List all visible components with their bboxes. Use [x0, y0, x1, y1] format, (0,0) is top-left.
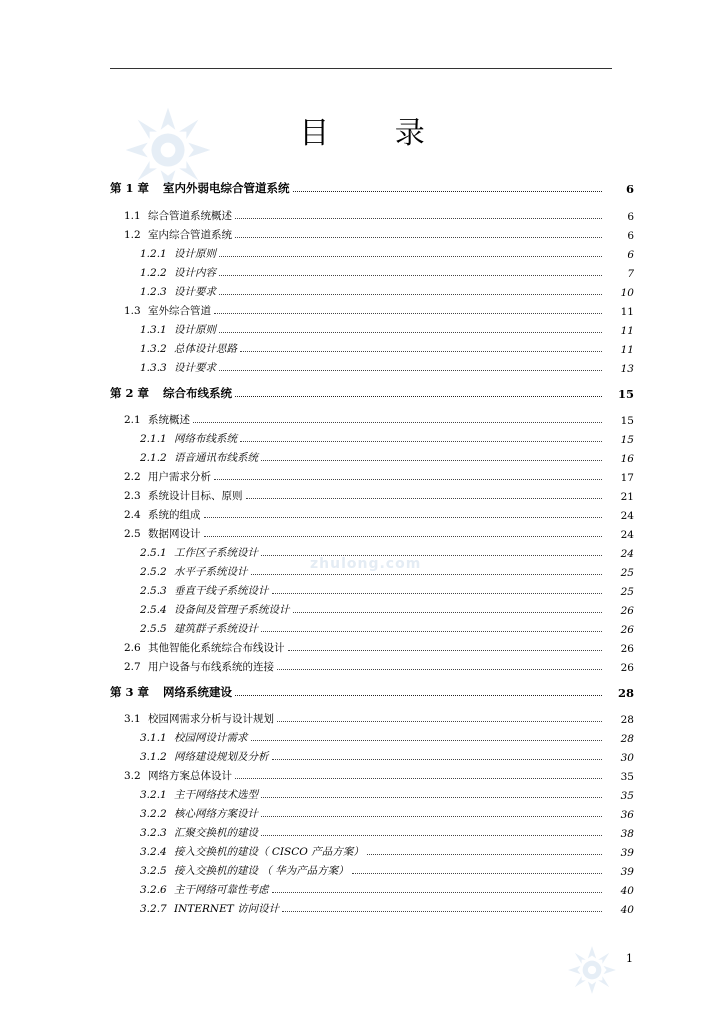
toc-entry-page: 24	[620, 510, 634, 522]
toc-entry-title: 室外综合管道	[148, 305, 211, 317]
toc-entry-title: 综合管道系统概述	[148, 210, 232, 222]
watermark-text: zhulong.com	[310, 556, 422, 572]
toc-entry-number: 2.5.5	[140, 623, 167, 635]
toc-leader-dots	[235, 695, 602, 696]
toc-entry-number: 2.5.2	[140, 566, 167, 578]
toc-entry-title: 校园网需求分析与设计规划	[148, 713, 274, 725]
toc-entry-number: 第 2 章	[110, 386, 150, 400]
toc-entry-number: 3.2.2	[140, 808, 167, 820]
toc-leader-dots	[261, 555, 602, 556]
toc-entry-page: 15	[620, 415, 634, 427]
toc-entry-number: 3.2.1	[140, 789, 167, 801]
toc-entry-title: 其他智能化系统综合布线设计	[148, 642, 285, 654]
toc-leader-dots	[293, 191, 602, 192]
toc-entry-number: 2.1	[124, 414, 141, 426]
toc-leader-dots	[261, 460, 602, 461]
toc-leader-dots	[235, 237, 602, 238]
toc-entry-title: 总体设计思路	[174, 343, 237, 355]
toc-entry[interactable]	[124, 468, 634, 484]
toc-entry-number: 2.3	[124, 490, 141, 502]
toc-leader-dots	[240, 441, 602, 442]
toc-entry-number: 1.2.3	[140, 286, 167, 298]
toc-entry-title: 网络方案总体设计	[148, 770, 232, 782]
toc-entry-page: 11	[620, 306, 634, 318]
toc-leader-dots	[219, 256, 602, 257]
toc-entry[interactable]	[140, 430, 634, 446]
toc-entry-page: 6	[627, 230, 634, 242]
toc-entry[interactable]	[140, 862, 634, 878]
toc-entry-number: 1.3.2	[140, 343, 167, 355]
toc-leader-dots	[277, 669, 602, 670]
toc-leader-dots	[204, 517, 603, 518]
toc-entry-page: 35	[620, 790, 634, 802]
toc-entry-title: 系统的组成	[148, 509, 201, 521]
toc-entry-number: 1.3	[124, 305, 141, 317]
page-title: 目 录	[299, 116, 453, 151]
toc-entry-number: 3.2.3	[140, 827, 167, 839]
toc-entry[interactable]	[140, 449, 634, 465]
toc-entry-title: INTERNET 访问设计	[174, 903, 280, 915]
toc-entry-page: 6	[627, 211, 634, 223]
toc-entry-number: 1.1	[124, 210, 141, 222]
toc-leader-dots	[261, 797, 602, 798]
toc-entry-title: 水平子系统设计	[174, 566, 248, 578]
toc-entry-page: 26	[620, 605, 634, 617]
toc-entry[interactable]	[124, 767, 634, 783]
toc-entry-page: 40	[620, 904, 634, 916]
toc-entry-page: 28	[620, 733, 634, 745]
toc-entry[interactable]	[124, 658, 634, 674]
toc-entry-title: 用户设备与布线系统的连接	[148, 661, 274, 673]
toc-entry[interactable]	[124, 411, 634, 427]
toc-entry-page: 38	[620, 828, 634, 840]
toc-entry-page: 13	[620, 363, 634, 375]
toc-entry-number: 3.2	[124, 770, 141, 782]
toc-entry[interactable]	[140, 340, 634, 356]
toc-chapter-entry[interactable]	[110, 385, 634, 401]
toc-entry-page: 7	[627, 268, 634, 280]
toc-leader-dots	[261, 631, 602, 632]
toc-entry-number: 2.2	[124, 471, 141, 483]
toc-leader-dots	[193, 422, 602, 423]
toc-entry-title: 网络布线系统	[174, 433, 237, 445]
toc-leader-dots	[251, 574, 603, 575]
toc-entry-number: 3.2.4	[140, 846, 167, 858]
toc-leader-dots	[277, 721, 602, 722]
toc-entry-page: 6	[625, 182, 634, 196]
toc-entry[interactable]	[124, 710, 634, 726]
toc-entry-number: 2.1.1	[140, 433, 167, 445]
toc-leader-dots	[261, 816, 602, 817]
toc-leader-dots	[261, 835, 602, 836]
toc-entry-number: 3.1	[124, 713, 141, 725]
toc-entry-page: 40	[620, 885, 634, 897]
toc-leader-dots	[367, 854, 602, 855]
toc-entry[interactable]	[124, 226, 634, 242]
toc-entry[interactable]	[140, 900, 634, 916]
toc-entry-number: 1.2	[124, 229, 141, 241]
toc-entry[interactable]	[140, 563, 634, 579]
toc-entry-page: 35	[620, 771, 634, 783]
toc-entry-title: 核心网络方案设计	[174, 808, 258, 820]
toc-entry-page: 25	[620, 567, 634, 579]
toc-entry-page: 11	[620, 344, 634, 356]
toc-entry-number: 1.3.3	[140, 362, 167, 374]
toc-entry[interactable]	[140, 824, 634, 840]
toc-entry-title: 设计原则	[174, 248, 216, 260]
toc-entry-title: 室内综合管道系统	[148, 229, 232, 241]
toc-entry-page: 36	[620, 809, 634, 821]
toc-entry-page: 26	[620, 624, 634, 636]
toc-entry-title: 网络系统建设	[163, 685, 233, 699]
toc-entry[interactable]	[124, 302, 634, 318]
toc-entry-page: 25	[620, 586, 634, 598]
toc-entry-number: 3.2.7	[140, 903, 167, 915]
toc-entry-number: 3.2.6	[140, 884, 167, 896]
toc-leader-dots	[219, 332, 602, 333]
toc-entry[interactable]	[140, 264, 634, 280]
toc-entry[interactable]	[140, 881, 634, 897]
toc-leader-dots	[235, 778, 602, 779]
toc-leader-dots	[214, 479, 602, 480]
toc-entry-page: 30	[620, 752, 634, 764]
toc-entry[interactable]	[124, 525, 634, 541]
toc-entry-number: 1.3.1	[140, 324, 167, 336]
toc-entry[interactable]	[124, 487, 634, 503]
toc-leader-dots	[272, 593, 603, 594]
toc-leader-dots	[219, 275, 602, 276]
toc-entry-title: 主干网络技术选型	[174, 789, 258, 801]
toc-entry-number: 2.5	[124, 528, 141, 540]
toc-entry-page: 28	[620, 714, 634, 726]
toc-leader-dots	[352, 873, 602, 874]
toc-leader-dots	[288, 650, 603, 651]
toc-entry[interactable]	[124, 506, 634, 522]
toc-entry-title: 汇聚交换机的建设	[174, 827, 258, 839]
toc-entry-title: 设计内容	[174, 267, 216, 279]
toc-leader-dots	[204, 536, 603, 537]
toc-entry[interactable]	[140, 359, 634, 375]
toc-entry-title: 用户需求分析	[148, 471, 211, 483]
toc-leader-dots	[235, 396, 602, 397]
toc-entry[interactable]	[140, 245, 634, 261]
toc-entry-title: 设计原则	[174, 324, 216, 336]
toc-entry-page: 15	[617, 387, 634, 401]
toc-leader-dots	[251, 740, 603, 741]
toc-entry[interactable]	[140, 748, 634, 764]
toc-entry-number: 2.5.1	[140, 547, 167, 559]
toc-entry-page: 10	[620, 287, 634, 299]
toc-entry-title: 数据网设计	[148, 528, 201, 540]
toc-entry[interactable]	[124, 639, 634, 655]
toc-entry-number: 3.2.5	[140, 865, 167, 877]
toc-entry-number: 2.5.3	[140, 585, 167, 597]
toc-entry-title: 综合布线系统	[163, 386, 233, 400]
toc-entry-number: 第 3 章	[110, 685, 150, 699]
toc-entry-page: 24	[620, 548, 634, 560]
toc-entry[interactable]	[140, 805, 634, 821]
toc-entry-number: 2.4	[124, 509, 141, 521]
toc-entry[interactable]	[140, 321, 634, 337]
toc-entry[interactable]	[140, 544, 634, 560]
toc-entry[interactable]	[140, 620, 634, 636]
toc-entry-page: 15	[620, 434, 634, 446]
toc-entry-title: 校园网设计需求	[174, 732, 248, 744]
toc-entry-title: 接入交换机的建设 （ 华为产品方案）	[174, 865, 349, 877]
toc-entry[interactable]	[140, 843, 634, 859]
toc-entry[interactable]	[124, 207, 634, 223]
toc-entry-title: 主干网络可靠性考虑	[174, 884, 269, 896]
toc-entry-title: 工作区子系统设计	[174, 547, 258, 559]
toc-entry-title: 设计要求	[174, 362, 216, 374]
toc-chapter-entry[interactable]	[110, 180, 634, 196]
toc-entry-page: 11	[620, 325, 634, 337]
toc-entry-title: 语音通讯布线系统	[174, 452, 258, 464]
toc-entry-number: 第 1 章	[110, 181, 150, 195]
toc-entry-number: 2.5.4	[140, 604, 167, 616]
toc-leader-dots	[240, 351, 602, 352]
toc-entry-number: 2.7	[124, 661, 141, 673]
toc-leader-dots	[235, 218, 602, 219]
toc-entry-title: 垂直干线子系统设计	[174, 585, 269, 597]
toc-entry-title: 网络建设规划及分析	[174, 751, 269, 763]
toc-entry[interactable]	[140, 283, 634, 299]
toc-entry-page: 17	[620, 472, 634, 484]
toc-entry-page: 21	[620, 491, 634, 503]
toc-leader-dots	[272, 759, 603, 760]
toc-entry-number: 2.6	[124, 642, 141, 654]
page-number: 1	[626, 952, 633, 965]
toc-entry-title: 系统概述	[148, 414, 190, 426]
toc-entry-page: 16	[620, 453, 634, 465]
toc-entry-number: 2.1.2	[140, 452, 167, 464]
toc-leader-dots	[219, 370, 602, 371]
toc-entry-page: 26	[620, 662, 634, 674]
toc-entry-title: 接入交换机的建设（ CISCO 产品方案）	[174, 846, 364, 858]
toc-entry-page: 39	[620, 866, 634, 878]
toc-leader-dots	[214, 313, 602, 314]
toc-leader-dots	[219, 294, 602, 295]
toc-entry-page: 26	[620, 643, 634, 655]
toc-entry[interactable]	[140, 786, 634, 802]
toc-entry-title: 建筑群子系统设计	[174, 623, 258, 635]
toc-entry-number: 3.1.1	[140, 732, 167, 744]
toc-entry[interactable]	[140, 582, 634, 598]
toc-entry-title: 设备间及管理子系统设计	[174, 604, 290, 616]
toc-entry-page: 28	[617, 686, 634, 700]
toc-entry-title: 室内外弱电综合管道系统	[163, 181, 290, 195]
toc-leader-dots	[246, 498, 603, 499]
toc-entry-page: 39	[620, 847, 634, 859]
toc-entry[interactable]	[140, 601, 634, 617]
toc-entry-title: 设计要求	[174, 286, 216, 298]
toc-chapter-entry[interactable]	[110, 684, 634, 700]
toc-leader-dots	[282, 911, 602, 912]
toc-entry-page: 24	[620, 529, 634, 541]
toc-entry-number: 3.1.2	[140, 751, 167, 763]
toc-entry-title: 系统设计目标、原则	[148, 490, 243, 502]
toc-leader-dots	[293, 612, 603, 613]
toc-leader-dots	[272, 892, 603, 893]
toc-entry-number: 1.2.2	[140, 267, 167, 279]
toc-entry[interactable]	[140, 729, 634, 745]
toc-entry-page: 6	[627, 249, 634, 261]
toc-entry-number: 1.2.1	[140, 248, 167, 260]
